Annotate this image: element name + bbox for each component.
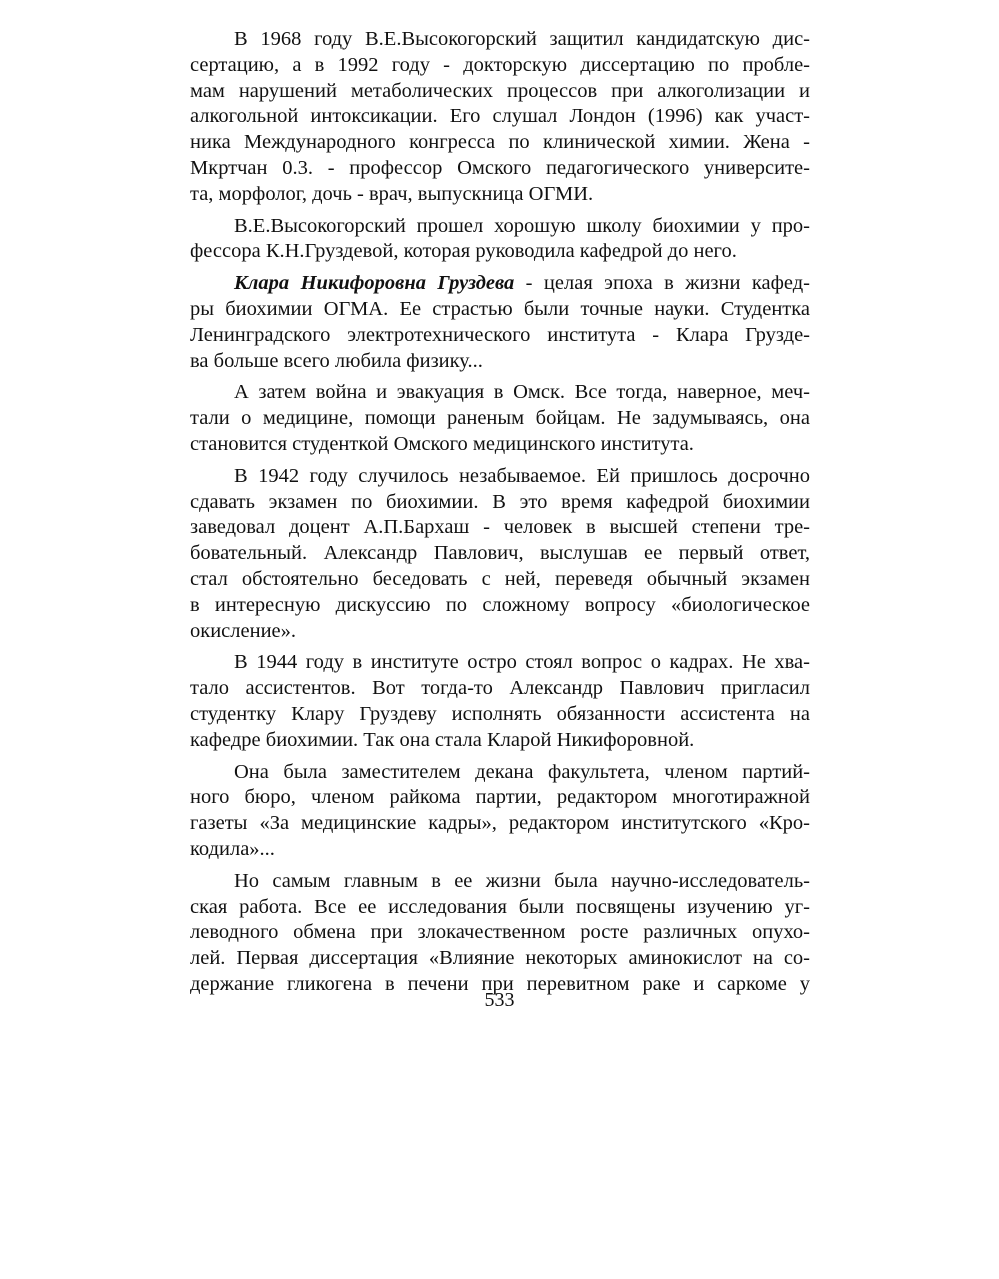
text-line: Но самым главным в ее жизни была научно-исследователь- — [234, 869, 810, 892]
body-text — [190, 27, 810, 1004]
text-line: ры биохимии ОГМА. Ее страстью были точные науки. Студентка — [190, 297, 810, 320]
text-line: ника Международного конгресса по клинической химии. Жена - — [190, 131, 810, 154]
paragraph-4 — [190, 380, 810, 457]
text-line: А затем война и эвакуация в Омск. Все тогда, наверное, меч- — [234, 381, 810, 404]
paragraph-1 — [190, 27, 810, 208]
text-line: сертацию, а в 1992 году - докторскую диссертацию по пробле- — [190, 53, 810, 76]
page-number: 533 — [484, 989, 515, 1011]
text-line: Ленинградского электротехнического института - Клара Грузде- — [190, 323, 810, 346]
text-line: В 1968 году В.Е.Высокогорский защитил кандидатскую дис- — [234, 28, 810, 50]
text-line: ская работа. Все ее исследования были посвящены изучению уг- — [190, 895, 810, 918]
text-line: заведовал доцент А.П.Бархаш - человек в высшей степени тре- — [190, 516, 810, 539]
person-name: Клара Никифоровна Груздева — [234, 272, 515, 295]
paragraph-5 — [190, 464, 810, 645]
text-line: ного бюро, членом райкома партии, редактором многотиражной — [190, 786, 810, 809]
text-line: становится студенткой Омского медицинского института. — [190, 432, 694, 455]
text-line: газеты «За медицинские кадры», редактором институтского «Кро- — [190, 812, 810, 835]
paragraph-6 — [190, 650, 810, 753]
text-line: стал обстоятельно беседовать с ней, переведя обычный экзамен — [190, 567, 810, 590]
text-line: кафедре биохимии. Так она стала Кларой Никифоровной. — [190, 728, 695, 751]
text-fragment: - целая эпоха в жизни кафед- — [514, 272, 810, 295]
text-line: Она была заместителем декана факультета, членом партий- — [234, 760, 810, 783]
paragraph-3 — [190, 271, 810, 374]
text-line: алкогольной интоксикации. Его слушал Лондон (1996) как участ- — [190, 105, 810, 128]
text-line: В 1944 году в институте остро стоял вопрос о кадрах. Не хва- — [234, 651, 810, 674]
paragraph-7 — [190, 760, 810, 863]
paragraph-2 — [190, 214, 810, 266]
text-line — [190, 271, 810, 297]
text-line: тали о медицине, помощи раненым бойцам. Не задумываясь, она — [190, 407, 810, 430]
text-line: тало ассистентов. Вот тогда-то Александр Павлович пригласил — [190, 677, 810, 700]
text-line: лей. Первая диссертация «Влияние некоторых аминокислот на со- — [190, 947, 810, 970]
text-line: Мкртчан 0.3. - профессор Омского педагогического университе- — [190, 156, 810, 179]
text-line: сдавать экзамен по биохимии. В это время кафедрой биохимии — [190, 490, 810, 513]
text-line: держание гликогена в печени при перевитном раке и саркоме у — [190, 972, 810, 995]
text-line: в интересную дискуссию по сложному вопросу «биологическое — [190, 593, 810, 616]
text-line: бовательный. Александр Павлович, выслушав ее первый ответ, — [190, 542, 810, 565]
text-line: окисление». — [190, 619, 297, 642]
text-line: ва больше всего любила физику... — [190, 349, 483, 372]
text-line: фессора К.Н.Груздевой, которая руководила кафедрой до него. — [190, 240, 737, 263]
text-line: В.Е.Высокогорский прошел хорошую школу биохимии у про- — [234, 214, 810, 237]
paragraph-8 — [190, 869, 810, 998]
text-line: та, морфолог, дочь - врач, выпускница ОГМИ. — [190, 182, 594, 205]
text-line: кодила»... — [190, 837, 275, 860]
text-line: леводного обмена при злокачественном росте различных опухо- — [190, 921, 810, 944]
text-line: студентку Клару Груздеву исполнять обязанности ассистента на — [190, 702, 810, 725]
text-line: В 1942 году случилось незабываемое. Ей пришлось досрочно — [234, 464, 810, 487]
text-line: мам нарушений метаболических процессов при алкоголизации и — [190, 79, 810, 102]
